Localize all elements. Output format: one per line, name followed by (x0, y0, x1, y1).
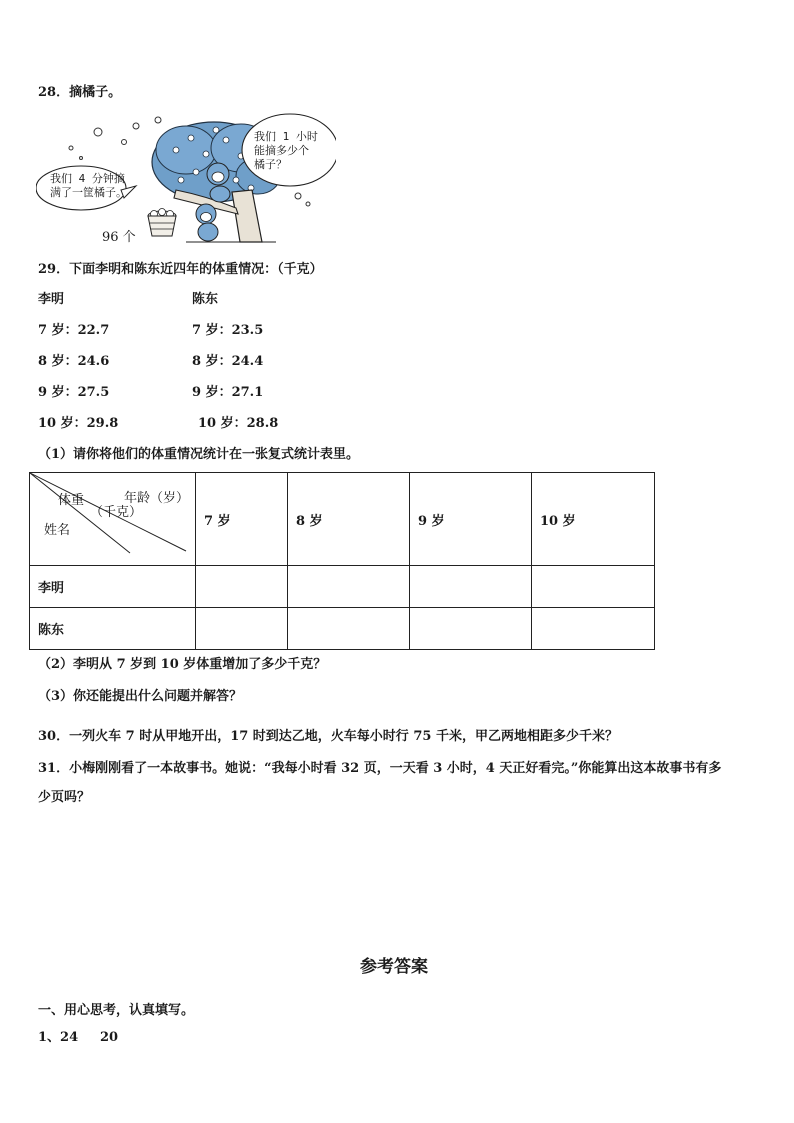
col-header-7: 7 岁 (196, 473, 288, 566)
liming-weight-row: 8 岁：24.6 (38, 354, 110, 369)
decor-circle (295, 193, 301, 199)
question-31-line1: 31．小梅刚刚看了一本故事书。她说：“我每小时看 32 页，一天看 3 小时，4 天正好看完。”你能算出这本故事书有多 (38, 761, 722, 776)
row-header-liming: 李明 (30, 566, 196, 608)
decor-circle (306, 202, 310, 206)
table-cell-empty[interactable] (196, 566, 288, 608)
basket-label: 96 个 (102, 230, 136, 245)
chendong-weight-row: 7 岁：23.5 (192, 323, 264, 338)
name-liming: 李明 (38, 292, 65, 307)
sub-question-2: （2）李明从 7 岁到 10 岁体重增加了多少千克？ (38, 657, 327, 672)
weight-statistics-table (29, 472, 655, 650)
table-cell-empty[interactable] (288, 566, 410, 608)
answers-section-1: 一、用心思考，认真填写。 (38, 1003, 195, 1018)
bubble-left-line: 我们 4 分钟摘 (50, 172, 125, 185)
answer-item-1-value: 20 (100, 1030, 119, 1045)
decor-circle (80, 157, 83, 160)
monkey-on-ground (196, 204, 218, 241)
tree-trunk (232, 190, 262, 242)
decor-circle (155, 117, 161, 123)
decor-circle (69, 146, 73, 150)
col-header-8: 8 岁 (288, 473, 410, 566)
table-cell-empty[interactable] (410, 608, 532, 650)
diag-weight-label: 体重 (58, 493, 85, 508)
answers-title: 参考答案 (360, 957, 428, 977)
bubble-right-line: 我们 1 小时 (254, 130, 318, 143)
orange-basket (148, 209, 176, 237)
chendong-weight-row: 9 岁：27.1 (192, 385, 264, 400)
orange-picking-illustration (36, 110, 336, 250)
liming-weight-row: 10 岁：29.8 (38, 416, 119, 431)
diag-name-label: 姓名 (44, 523, 71, 538)
bubble-left-text (50, 172, 127, 200)
sub-question-1: （1）请你将他们的体重情况统计在一张复式统计表里。 (38, 447, 360, 462)
col-header-9: 9 岁 (410, 473, 532, 566)
question-28-title: 28．摘橘子。 (38, 85, 122, 100)
chendong-weight-row: 8 岁：24.4 (192, 354, 264, 369)
bubble-right-line: 橘子？ (254, 158, 287, 171)
col-header-10: 10 岁 (532, 473, 655, 566)
question-31-line2: 少页吗？ (38, 790, 91, 805)
decor-circle (133, 123, 139, 129)
bubble-right-text (254, 130, 318, 172)
answer-item-1-number: 1、24 (38, 1030, 79, 1045)
table-cell-empty[interactable] (532, 566, 655, 608)
table-cell-empty[interactable] (532, 608, 655, 650)
sub-question-3: （3）你还能提出什么问题并解答？ (38, 689, 243, 704)
liming-weight-row: 9 岁：27.5 (38, 385, 110, 400)
question-29-title: 29．下面李明和陈东近四年的体重情况：（千克） (38, 262, 323, 277)
decor-circle (94, 128, 102, 136)
diag-age-label: 年龄（岁） (124, 491, 190, 506)
decor-circle (122, 140, 127, 145)
diag-unit-label: （千克） (90, 505, 143, 520)
name-chendong: 陈东 (192, 292, 219, 307)
question-30: 30．一列火车 7 时从甲地开出，17 时到达乙地，火车每小时行 75 千米，甲乙两地相距多少千米？ (38, 729, 618, 744)
row-header-chendong: 陈东 (30, 608, 196, 650)
liming-weight-row: 7 岁：22.7 (38, 323, 110, 338)
table-diagonal-header (30, 473, 196, 566)
table-cell-empty[interactable] (196, 608, 288, 650)
table-cell-empty[interactable] (410, 566, 532, 608)
bubble-right-line: 能摘多少个 (254, 144, 309, 157)
table-cell-empty[interactable] (288, 608, 410, 650)
bubble-left-line: 满了一筐橘子。 (50, 186, 127, 199)
chendong-weight-row: 10 岁：28.8 (198, 416, 279, 431)
